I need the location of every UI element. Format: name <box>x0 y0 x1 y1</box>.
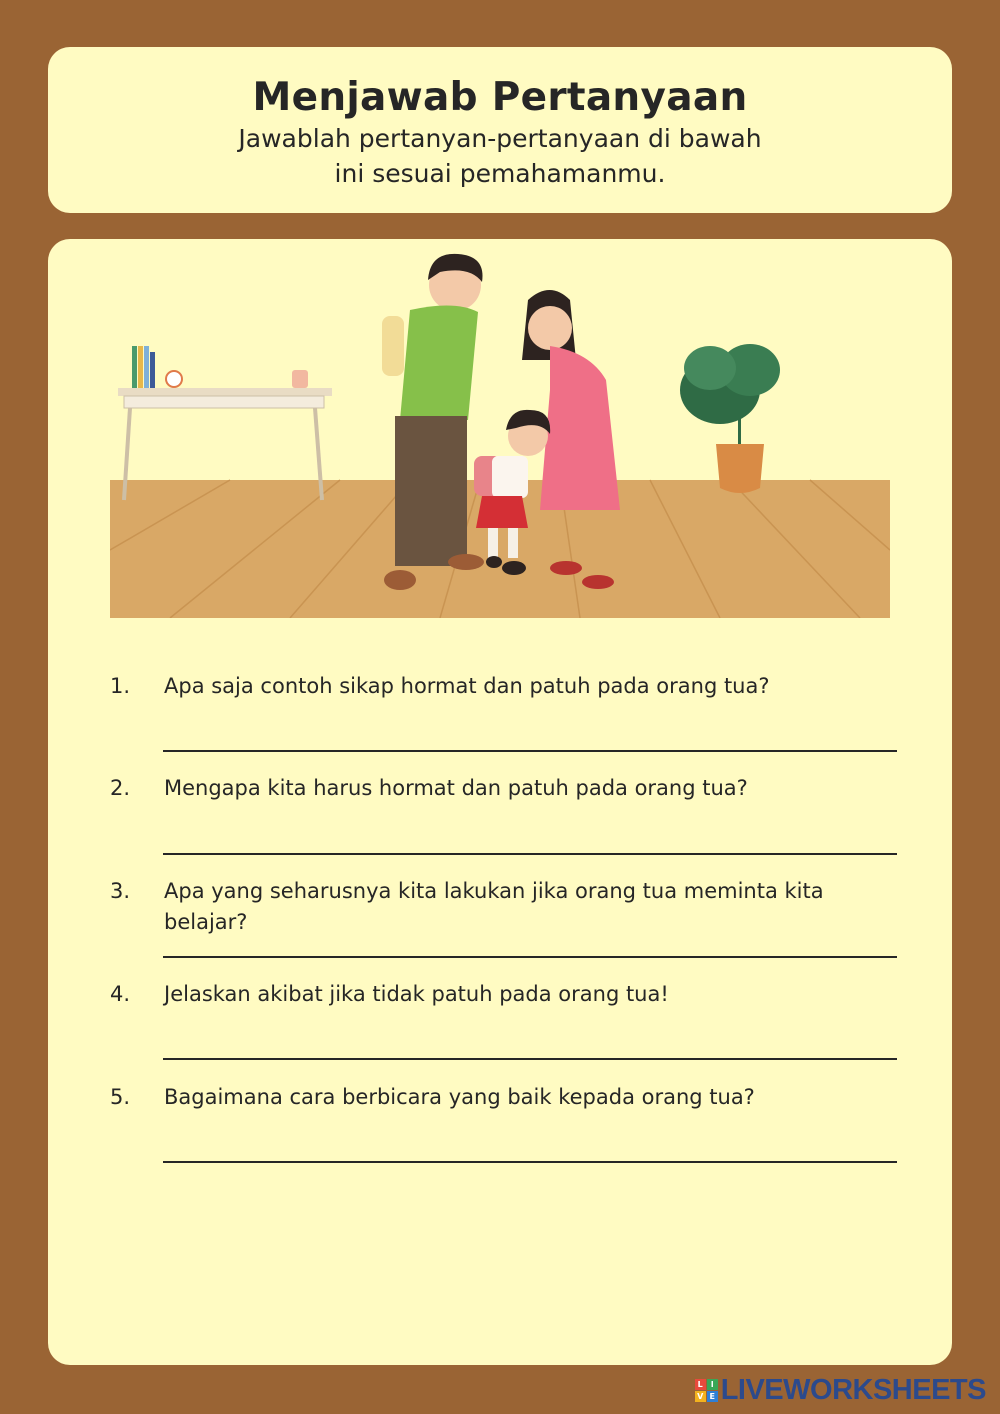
family-illustration <box>110 250 890 618</box>
page-title: Menjawab Pertanyaan <box>252 75 748 120</box>
question-number: 2. <box>110 776 131 800</box>
question-number: 1. <box>110 674 131 698</box>
answer-line-2[interactable] <box>163 853 897 855</box>
question-text: Apa yang seharusnya kita lakukan jika orang tua meminta kita belajar? <box>164 879 824 934</box>
question-text: Bagaimana cara berbicara yang baik kepada orang tua? <box>164 1085 755 1109</box>
page-subtitle: Jawablah pertanyan-pertanyaan di bawah ini sesuai pemahamanmu. <box>238 124 762 188</box>
question-number: 4. <box>110 982 131 1006</box>
answer-line-4[interactable] <box>163 1058 897 1060</box>
question-text: Mengapa kita harus hormat dan patuh pada orang tua? <box>164 776 748 800</box>
question-number: 5. <box>110 1085 131 1109</box>
header-card <box>48 47 952 213</box>
question-text: Jelaskan akibat jika tidak patuh pada orang tua! <box>164 982 669 1006</box>
liveworksheets-logo-icon: L I V E <box>695 1379 718 1402</box>
desk <box>118 346 332 500</box>
question-number: 3. <box>110 879 131 903</box>
answer-line-3[interactable] <box>163 956 897 958</box>
answer-line-5[interactable] <box>163 1161 897 1163</box>
liveworksheets-brand[interactable] <box>695 1374 986 1407</box>
answer-line-1[interactable] <box>163 750 897 752</box>
question-text: Apa saja contoh sikap hormat dan patuh pada orang tua? <box>164 674 770 698</box>
potted-plant <box>680 344 780 493</box>
liveworksheets-text: LIVEWORKSHEETS <box>720 1374 986 1406</box>
